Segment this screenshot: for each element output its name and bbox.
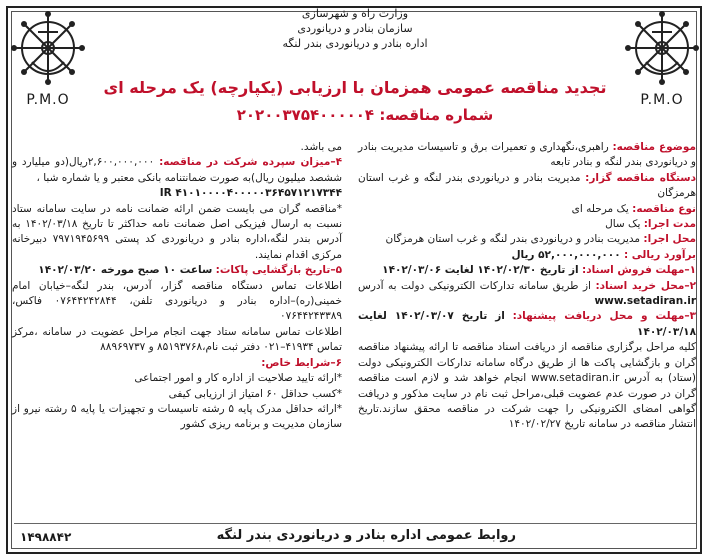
setadiran-link[interactable]: www.setadiran.ir <box>594 295 696 308</box>
bid-deadline-label: ۳–مهلت و محل دریافت پیشنهاد: <box>512 310 697 323</box>
guarantee-text: *مناقصه گران می بایست ضمن ارائه ضمانت نامه در سایت سامانه ستاد نسبت به ارسال فیزیکی اصل ضمانت نامه حداکثر تا تاریخ ۱۴۰۲/۰۳/۱۸ به آدرس بندر لنگه،اداره بنادر و دریانوردی کد پستی ۷۹۷۱۹۴۵۶۹۹ دبیرخانه مرکزی اقدام نمایند. <box>12 202 342 261</box>
duration-label: مدت اجرا: <box>643 218 696 231</box>
opening-row <box>12 263 342 278</box>
tender-number <box>160 106 570 124</box>
bid-deadline-row <box>358 309 696 340</box>
footer-bar <box>14 523 696 552</box>
subject-label: موضوع مناقصه: <box>612 141 696 153</box>
left-column <box>12 140 342 433</box>
intro-text: می باشد. <box>300 141 342 153</box>
condition-item: *کسب حداقل ۶۰ امتیاز از ارزیابی کیفی <box>168 387 342 400</box>
purchase-place-text: از طریق سامانه تدارکات الکترونیکی دولت به آدرس <box>358 279 591 292</box>
anchor-wheel-icon <box>8 8 88 90</box>
tender-number-value: ۲۰۲۰۰۳۷۵۴۰۰۰۰۰۴ <box>236 106 375 124</box>
setad-contact-text: اطلاعات تماس سامانه ستاد جهت انجام مراحل عضویت در سامانه ،مرکز تماس ۴۱۹۳۴–۰۲۱ دفتر ثبت نام،۸۵۱۹۳۷۶۸ و ۸۸۹۶۹۷۳۷ <box>12 325 342 354</box>
opening-label: ۵–تاریخ بازگشایی پاکات: <box>215 264 342 277</box>
bid-deadline-text: از تاریخ ۱۴۰۲/۰۳/۰۷ لغایت ۱۴۰۲/۰۳/۱۸ <box>358 310 696 338</box>
right-column <box>358 140 696 433</box>
type-text: یک مرحله ای <box>571 202 629 215</box>
sale-deadline-label: ۱–مهلت فروش اسناد: <box>582 264 696 277</box>
pmo-logo-left <box>8 8 88 108</box>
deposit-text: ۲,۶۰۰,۰۰۰,۰۰۰ریال(دو میلیارد و ششصد میلیون ریال)به صورت ضمانتنامه بانکی معتبر و یا شماره شبا ، <box>12 156 342 184</box>
subject-row <box>358 140 696 171</box>
header-line-organization: سازمان بنادر و دریانوردی <box>297 22 413 35</box>
notice-title: تجدید مناقصه عمومی همزمان با ارزیابی (یکپارچه) یک مرحله ای <box>103 78 607 97</box>
purchase-place-label: ۲–محل خرید اسناد: <box>595 279 696 292</box>
header-line-office: اداره بنادر و دریانوردی بندر لنگه <box>282 37 428 50</box>
organizer-row <box>358 171 696 202</box>
sale-deadline-text: از تاریخ ۱۴۰۲/۰۲/۳۰ لغایت ۱۴۰۲/۰۳/۰۶ <box>382 264 579 277</box>
deposit-row <box>12 155 342 186</box>
type-row <box>358 202 696 217</box>
footer-code: ۱۴۹۸۸۴۲ <box>20 530 72 544</box>
estimate-row <box>358 248 696 263</box>
duration-text: یک سال <box>605 218 641 231</box>
pmo-logo-text: P.M.O <box>26 92 70 108</box>
contact-text: اطلاعات تماس دستگاه مناقصه گزار، آدرس، بندر لنگه–خیابان امام خمینی(ره)–اداره بنادر و دریانوردی تلفن، ۰۷۶۴۴۲۴۲۸۴۴ فاکس، ۰۷۶۴۴۲۴۳۳۸۹ <box>12 279 342 323</box>
organizer-label: دستگاه مناقصه گزار: <box>585 171 697 184</box>
condition-item: *ارائه حداقل مدرک پایه ۵ رشته تاسیسات و تجهیزات یا پایه ۵ رشته نیرو از سازمان مدیریت و برنامه ریزی کشور <box>12 402 342 431</box>
procedure-paragraph: کلیه مراحل برگزاری مناقصه از دریافت اسناد مناقصه تا ارائه پیشنهاد مناقصه گران و بازگشایی پاکت ها از طریق درگاه سامانه تدارکات الکترونیکی دولت (ستاد) به آدرس www.setadiran.ir انجام خواهد شد و لازم است مناقصه گران در صورت عدم عضویت قبلی،مراحل ثبت نام در سایت مذکور و دریافت گواهی امضای الکترونیکی را جهت شرکت در مناقصه محقق سازند.تاریخ انتشار مناقصه در سامانه تاریخ ۱۴۰۲/۰۲/۲۷ <box>358 341 696 431</box>
conditions-label: ۶–شرایط خاص: <box>261 356 342 369</box>
anchor-wheel-icon <box>622 8 702 90</box>
location-label: محل اجرا: <box>643 233 696 246</box>
estimate-text: ۵۲,۰۰۰,۰۰۰,۰۰۰ ریال <box>511 248 621 261</box>
location-row <box>358 232 696 247</box>
tender-number-label: شماره مناقصه: <box>379 106 494 124</box>
type-label: نوع مناقصه: <box>632 202 696 215</box>
pmo-logo-right <box>622 8 702 108</box>
estimate-label: برآورد ریالی : <box>623 248 696 261</box>
organizer-text: مدیریت بنادر و دریانوردی بندر لنگه و غرب استان هرمزگان <box>358 171 696 200</box>
subject-text: راهبری،نگهداری و تعمیرات برق و تاسیسات مدیریت بنادر و دریانوردی بندر لنگه و بنادر تابعه <box>358 141 696 169</box>
ministry-header <box>120 6 590 51</box>
condition-item: *ارائه تایید صلاحیت از اداره کار و امور اجتماعی <box>134 372 342 385</box>
sale-deadline-row <box>358 263 696 278</box>
location-text: مدیریت بنادر و دریانوردی بندر لنگه و غرب استان هرمزگان <box>385 233 641 246</box>
purchase-place-row <box>358 279 696 310</box>
opening-text: ساعت ۱۰ صبح مورخه ۱۴۰۲/۰۳/۲۰ <box>38 264 213 277</box>
header-line-ministry: وزارت راه و شهرسازی <box>301 7 409 20</box>
deposit-label: ۴–میزان سپرده شرکت در مناقصه: <box>159 156 342 169</box>
iban-text: IR ۴۱۰۱۰۰۰۰۴۰۰۰۰۰۳۶۴۵۷۱۲۱۷۳۴۴ <box>159 187 342 200</box>
duration-row <box>358 217 696 232</box>
footer-public-relations: روابط عمومی اداره بنادر و دریانوردی بندر لنگه <box>216 528 516 543</box>
pmo-logo-text: P.M.O <box>640 92 684 108</box>
